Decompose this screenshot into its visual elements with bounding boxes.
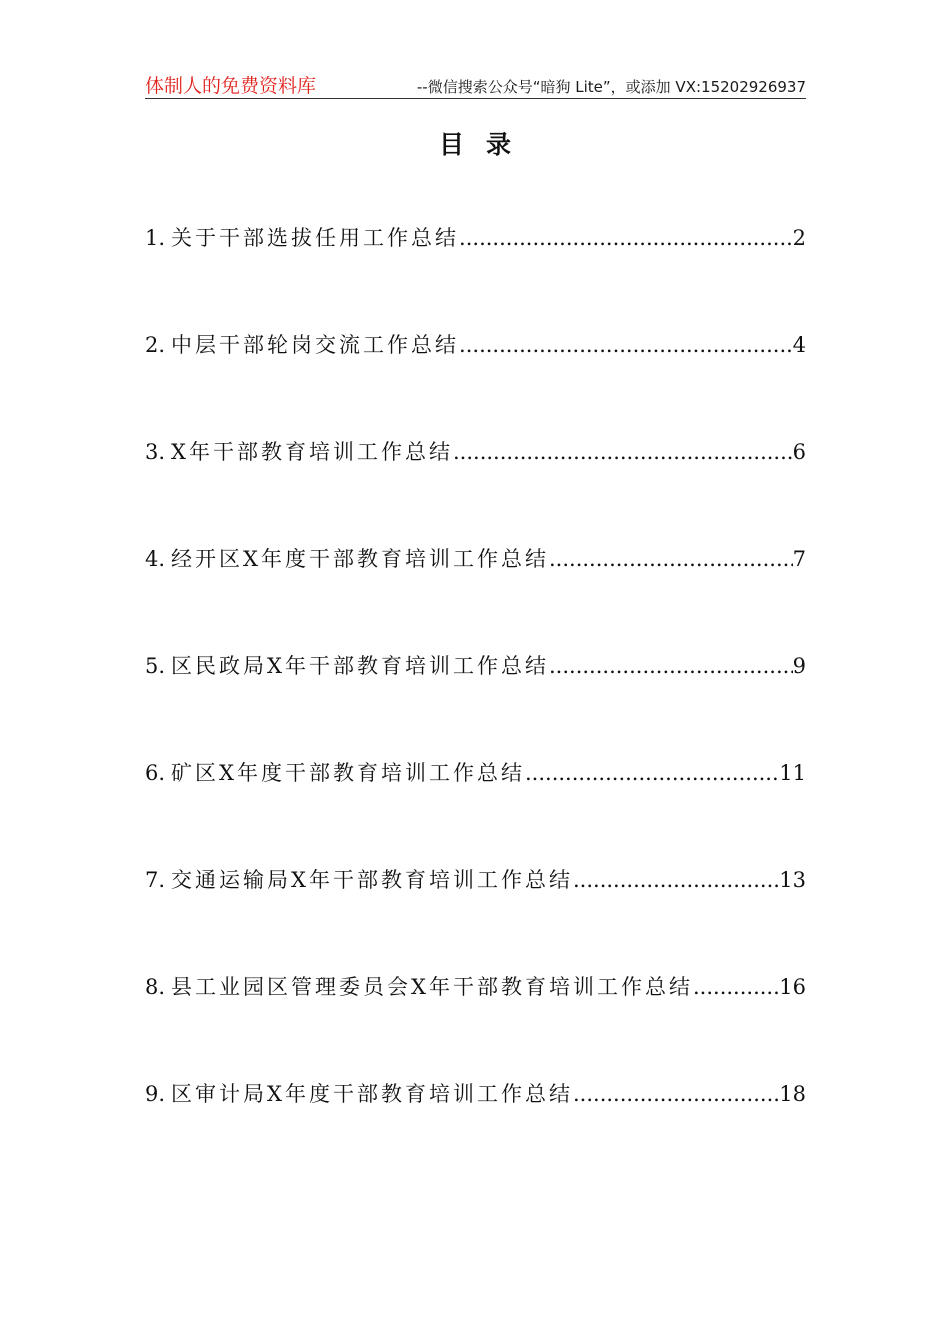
toc-entry[interactable] (145, 649, 806, 756)
toc-entry-page: 16 (779, 975, 806, 999)
toc-dot-leader (459, 328, 793, 362)
toc-entry-page: 13 (779, 868, 806, 892)
toc-entry[interactable] (145, 1077, 806, 1184)
toc-entry[interactable] (145, 221, 806, 328)
toc-entry-number: 8. (145, 975, 166, 999)
toc-entry-page: 6 (792, 440, 806, 464)
toc-entry-number: 2. (145, 333, 166, 357)
toc-entry-title: 矿区X年度干部教育培训工作总结 (171, 761, 525, 785)
toc-entry-number: 3. (145, 440, 166, 464)
toc-entry-page: 2 (792, 226, 806, 250)
toc-entry-number: 9. (145, 1082, 166, 1106)
toc-entry-title: 区民政局X年干部教育培训工作总结 (171, 654, 549, 678)
page-header (145, 72, 806, 99)
toc-entry-title: 经开区X年度干部教育培训工作总结 (171, 547, 549, 571)
toc-entry-number: 1. (145, 226, 166, 250)
toc-entry-number: 7. (145, 868, 166, 892)
toc-entry-page: 7 (792, 547, 806, 571)
toc-entry-title: X年干部教育培训工作总结 (171, 440, 453, 464)
toc-dot-leader (549, 649, 793, 683)
toc-entry[interactable] (145, 435, 806, 542)
toc-entry[interactable] (145, 863, 806, 970)
toc-dot-leader (693, 970, 779, 1004)
toc-entry-title: 中层干部轮岗交流工作总结 (171, 333, 460, 357)
toc-entry-title: 关于干部选拔任用工作总结 (171, 226, 460, 250)
toc-list (145, 221, 806, 1184)
toc-dot-leader (459, 221, 793, 255)
toc-dot-leader (525, 756, 779, 790)
toc-dot-leader (573, 863, 779, 897)
toc-entry[interactable] (145, 970, 806, 1077)
toc-entry-page: 4 (792, 333, 806, 357)
toc-entry[interactable] (145, 328, 806, 435)
toc-entry-page: 9 (792, 654, 806, 678)
toc-entry-title: 县工业园区管理委员会X年干部教育培训工作总结 (171, 975, 693, 999)
toc-title: 目录 (438, 130, 533, 159)
toc-entry-number: 4. (145, 547, 166, 571)
toc-entry-title: 区审计局X年度干部教育培训工作总结 (171, 1082, 573, 1106)
header-brand: 体制人的免费资料库 (145, 75, 317, 97)
toc-entry[interactable] (145, 756, 806, 863)
toc-dot-leader (453, 435, 793, 469)
toc-entry-page: 18 (779, 1082, 806, 1106)
header-contact-note: --微信搜索公众号“暗狗 Lite”，或添加 VX:15202926937 (416, 78, 806, 96)
toc-entry-title: 交通运输局X年干部教育培训工作总结 (171, 868, 573, 892)
toc-entry-number: 5. (145, 654, 166, 678)
toc-dot-leader (573, 1077, 779, 1111)
toc-entry[interactable] (145, 542, 806, 649)
toc-dot-leader (549, 542, 793, 576)
toc-entry-number: 6. (145, 761, 166, 785)
toc-entry-page: 11 (779, 761, 806, 785)
